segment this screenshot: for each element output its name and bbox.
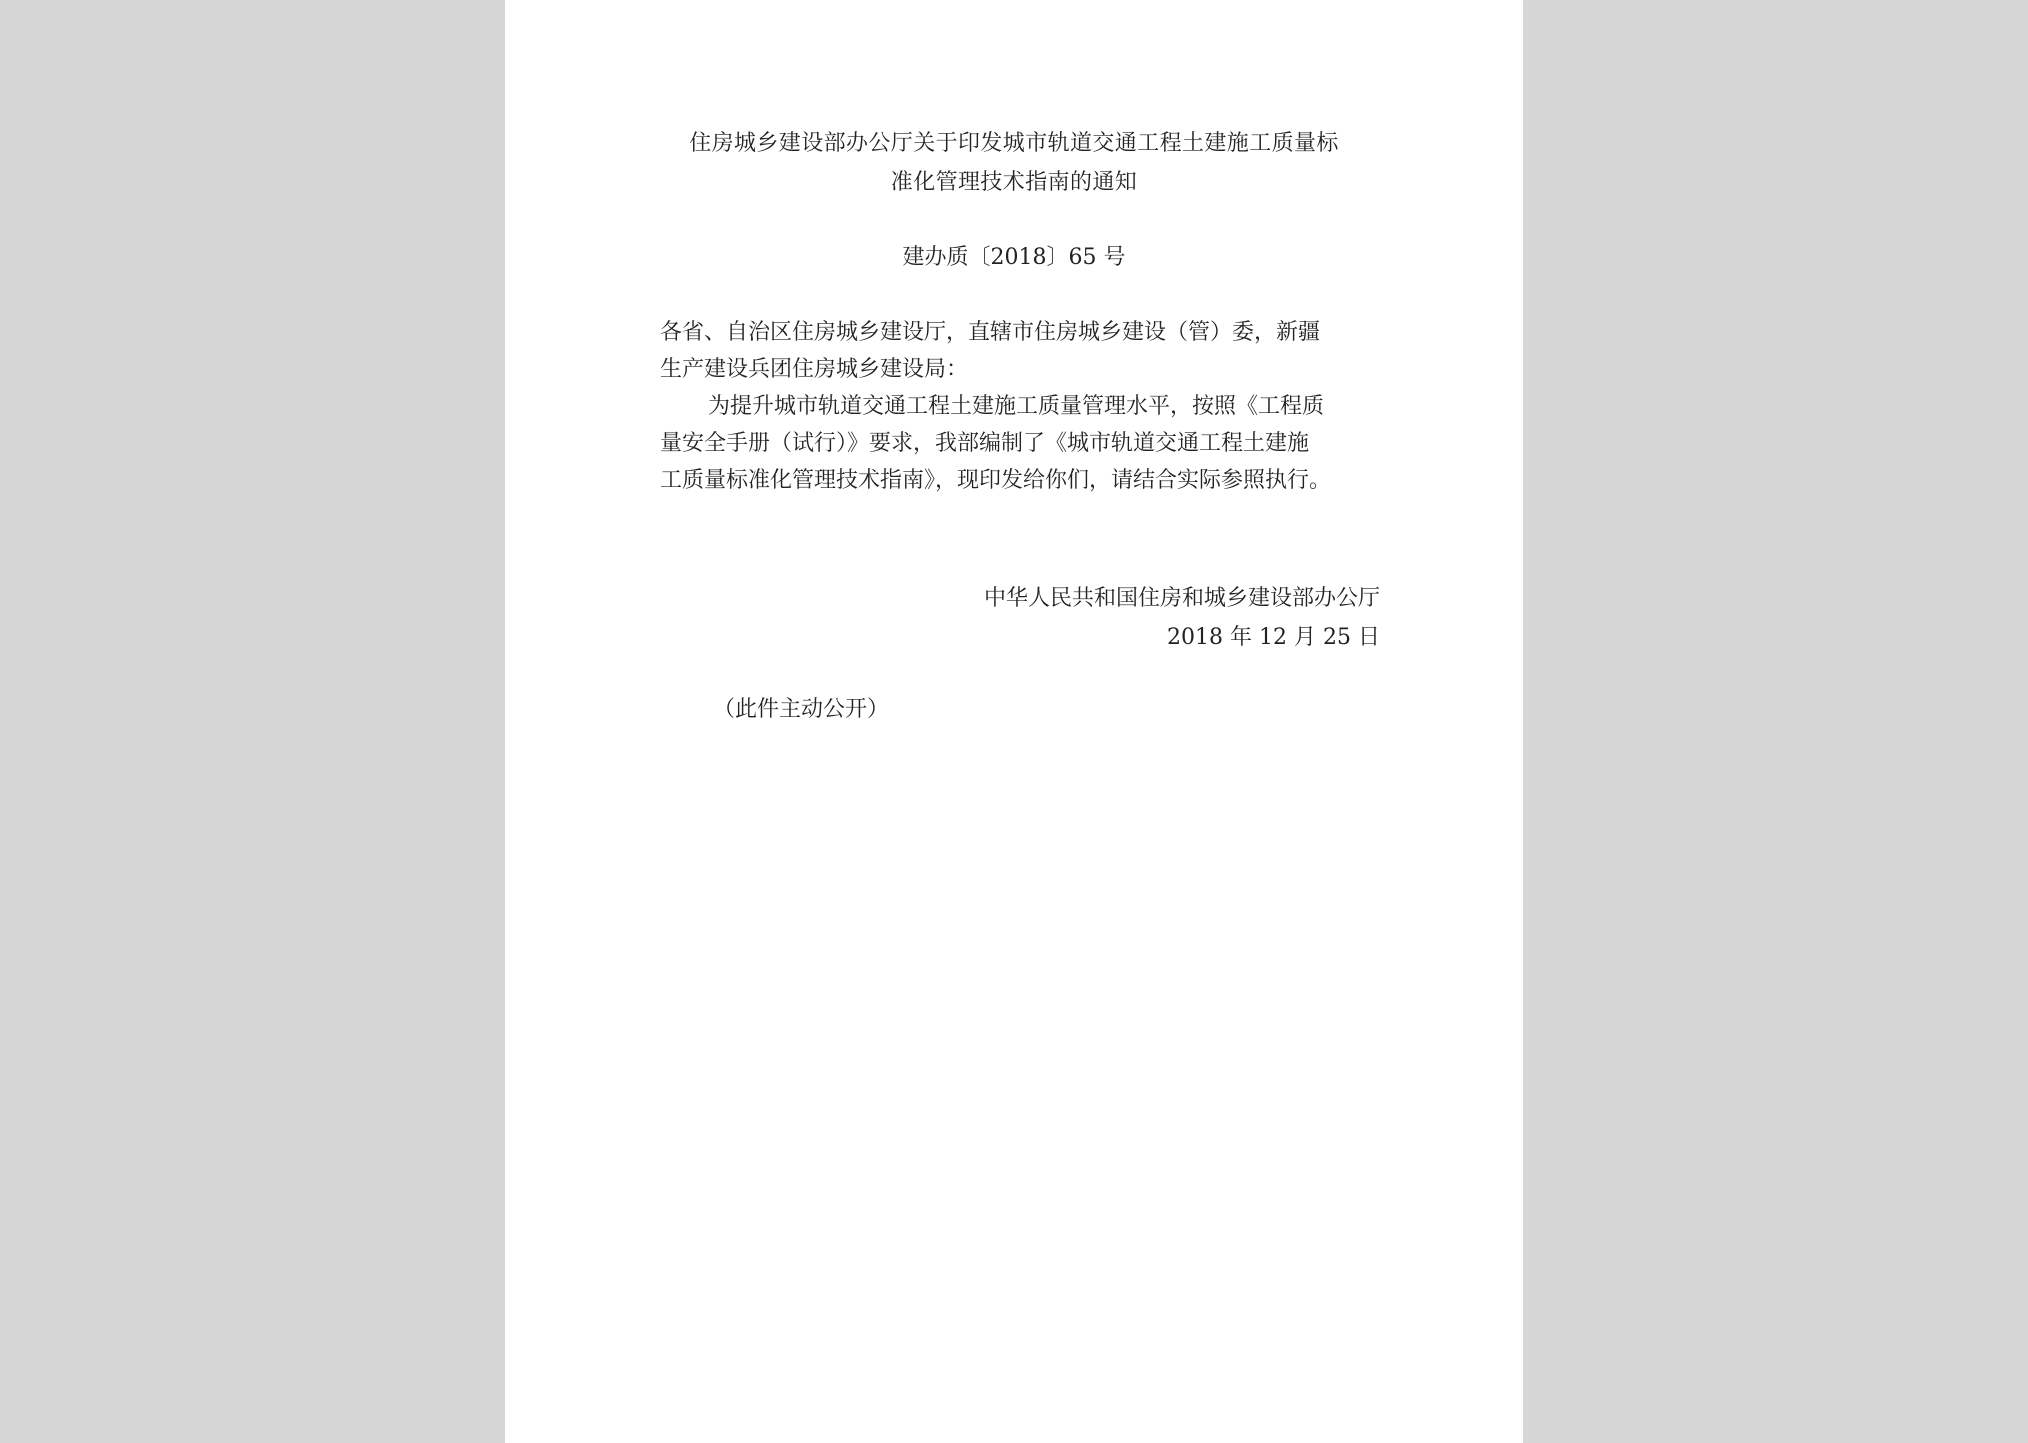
salutation-line: 各省、自治区住房城乡建设厅，直辖市住房城乡建设（管）委，新疆 <box>660 320 1321 345</box>
body-paragraph-line: 为提升城市轨道交通工程土建施工质量管理水平，按照《工程质 <box>708 394 1325 419</box>
document-title <box>505 124 1523 202</box>
title-line: 准化管理技术指南的通知 <box>890 170 1138 195</box>
salutation-line: 生产建设兵团住房城乡建设局： <box>660 357 969 382</box>
disclosure-note: （此件主动公开） <box>713 697 890 722</box>
signature-block <box>660 579 1380 657</box>
title-line: 住房城乡建设部办公厅关于印发城市轨道交通工程土建施工质量标 <box>689 131 1339 156</box>
issue-date: 2018 年 12 月 25 日 <box>1167 625 1380 650</box>
issuer-name: 中华人民共和国住房和城乡建设部办公厅 <box>983 586 1380 611</box>
body-paragraph-line: 工质量标准化管理技术指南》，现印发给你们，请结合实际参照执行。 <box>660 468 1332 493</box>
document-number: 建办质〔2018〕65 号 <box>902 245 1126 270</box>
body-paragraph-line: 量安全手册（试行）》要求，我部编制了《城市轨道交通工程土建施 <box>660 431 1310 456</box>
document-body <box>660 314 1380 499</box>
document-page <box>505 0 1523 1443</box>
